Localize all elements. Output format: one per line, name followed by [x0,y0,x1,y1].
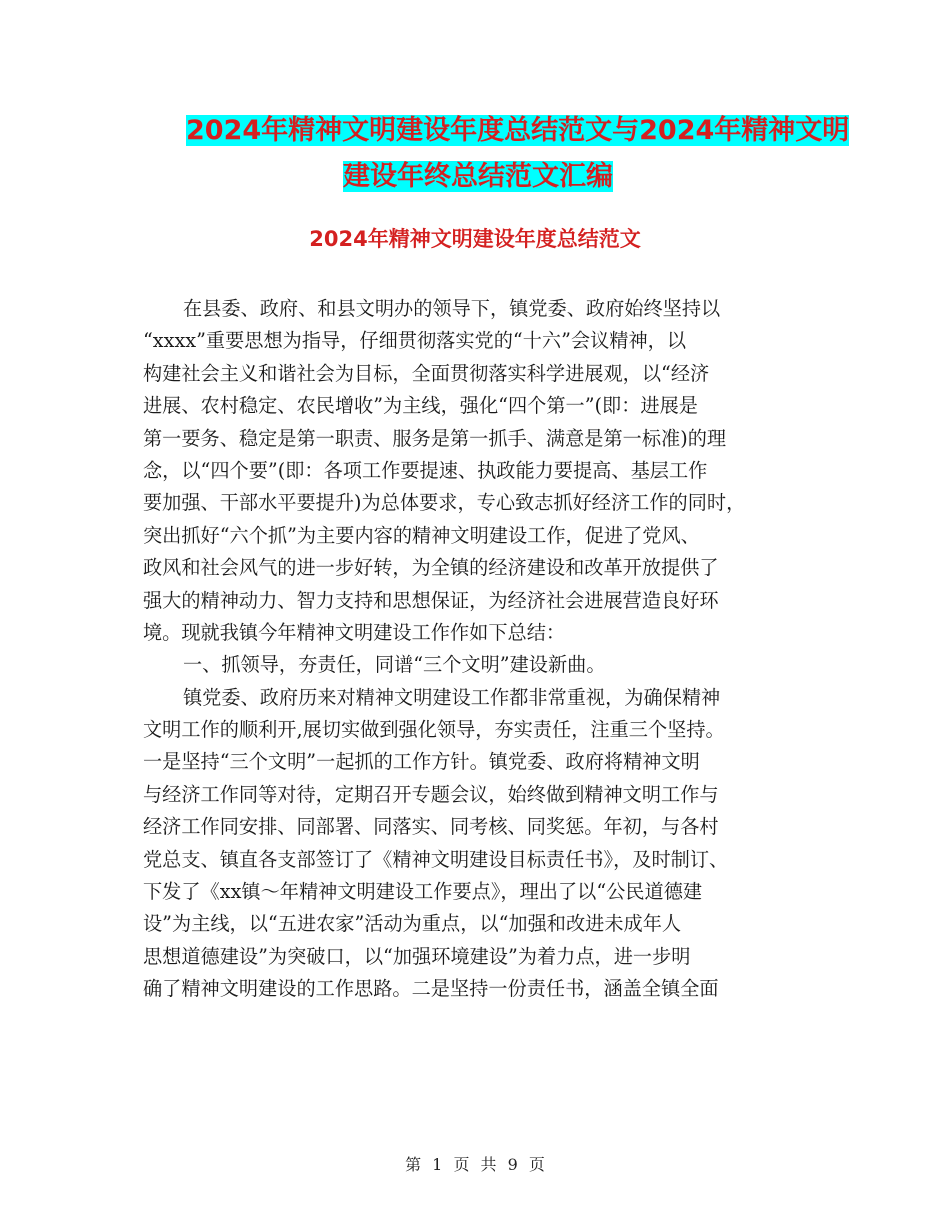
document-title-line-1: 2024年精神文明建设年度总结范文与2024年精神文明 [186,115,850,146]
text-line: 突出抓好“六个抓”为主要内容的精神文明建设工作，促进了党风、 [143,523,700,547]
text-line: 境。现就我镇今年精神文明建设工作作如下总结： [143,620,566,644]
text-line: 念，以“四个要”(即：各项工作要提速、执政能力要提高、基层工作 [143,458,708,482]
section-heading-1: 一、抓领导，夯责任，同谱“三个文明”建设新曲。 [183,653,606,677]
text-line: 经济工作同安排、同部署、同落实、同考核、同奖惩。年初，与各村 [143,815,719,839]
text-line: 在县委、政府、和县文明办的领导下，镇党委、政府始终坚持以 [183,297,721,320]
text-line: 下发了《xx镇～年精神文明建设工作要点》，理出了以“公民道德建 [143,880,703,904]
text-line: 文明工作的顺利开,展切实做到强化领导，夯实责任，注重三个坚持。 [143,718,725,742]
body-paragraph-1 [143,293,813,1006]
text-line: 进展、农村稳定、农民增收”为主线，强化“四个第一”(即：进展是 [143,394,698,418]
text-line: 确了精神文明建设的工作思路。二是坚持一份责任书，涵盖全镇全面 [143,977,719,1001]
text-line: 一是坚持“三个文明”一起抓的工作方针。镇党委、政府将精神文明 [143,750,700,774]
text-line: 要加强、干部水平要提升)为总体要求，专心致志抓好经济工作的同时， [143,491,746,515]
text-line: 政风和社会风气的进一步好转，为全镇的经济建设和改革开放提供了 [143,556,719,580]
text-line: “xxxx”重要思想为指导，仔细贯彻落实党的“十六”会议精神，以 [143,329,687,353]
document-title-line-2: 建设年终总结范文汇编 [343,161,613,192]
text-line: 思想道德建设”为突破口，以“加强环境建设”为着力点，进一步明 [143,944,691,968]
text-line: 党总支、镇直各支部签订了《精神文明建设目标责任书》，及时制订、 [143,847,729,871]
text-line: 镇党委、政府历来对精神文明建设工作都非常重视，为确保精神 [183,685,721,709]
text-line: 与经济工作同等对待，定期召开专题会议，始终做到精神文明工作与 [143,782,719,806]
text-line: 强大的精神动力、智力支持和思想保证，为经济社会进展营造良好环 [143,588,719,612]
section-title: 2024年精神文明建设年度总结范文 [309,227,641,251]
text-line: 构建社会主义和谐社会为目标，全面贯彻落实科学进展观，以“经济 [143,361,710,385]
text-line: 设”为主线，以“五进农家”活动为重点，以“加强和改进未成年人 [143,912,682,936]
page-footer: 第 1 页 共 9 页 [405,1155,545,1174]
text-line: 第一要务、稳定是第一职责、服务是第一抓手、满意是第一标准)的理 [143,426,727,450]
